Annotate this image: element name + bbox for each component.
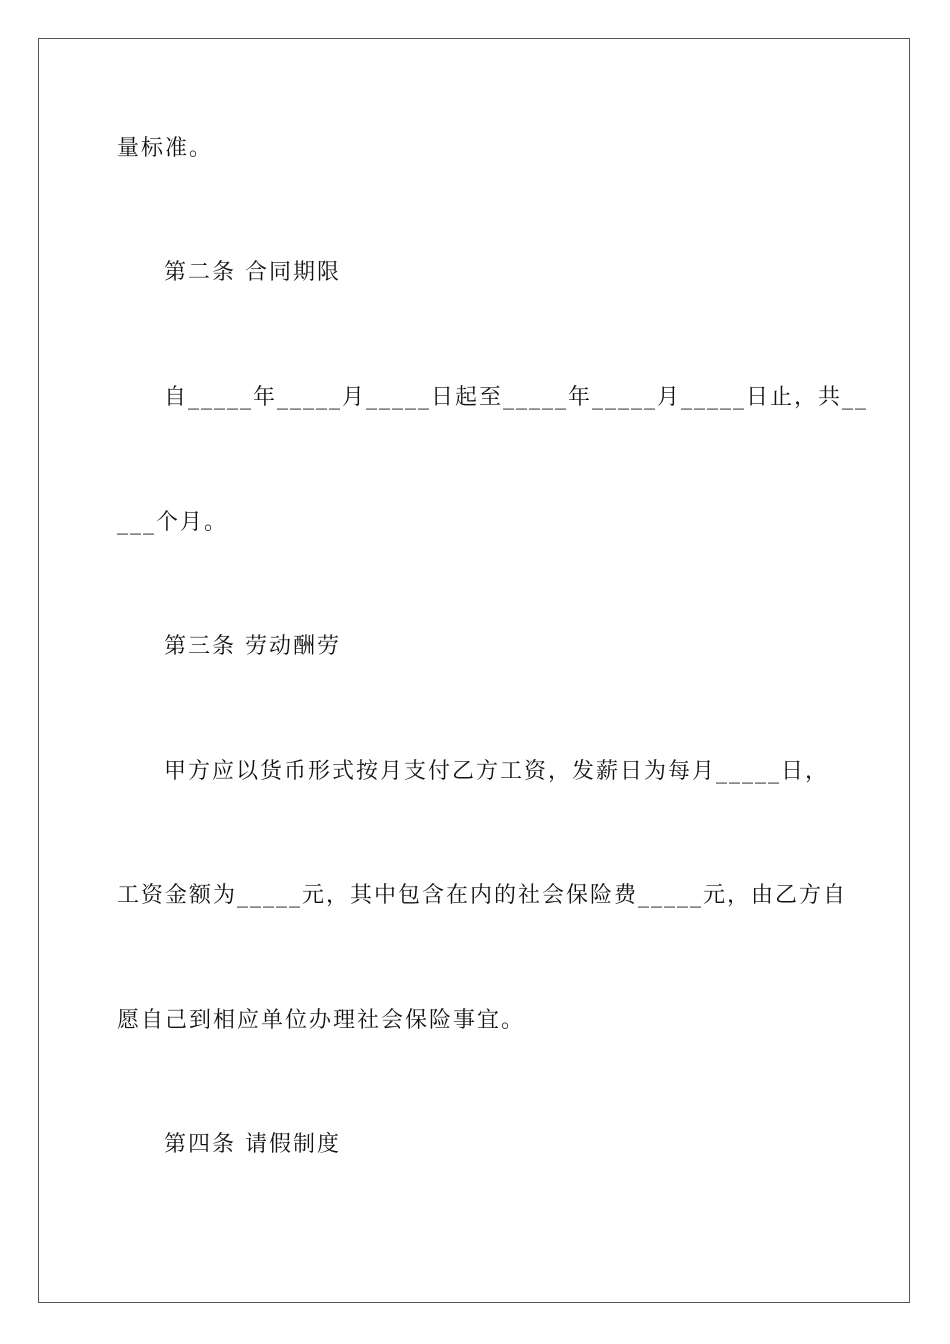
contract-term-line-1: 自_____年_____月_____日起至_____年_____月_____日止，共__ [164,385,869,410]
paragraph-line-1: 量标准。 [117,136,214,161]
page-border [38,38,910,1303]
wage-paragraph-line-1: 甲方应以货币形式按月支付乙方工资，发薪日为每月_____日， [164,759,830,784]
section-heading-3: 第三条 劳动酬劳 [164,634,341,659]
wage-paragraph-line-2: 工资金额为_____元，其中包含在内的社会保险费_____元，由乙方自 [117,883,848,908]
section-heading-4: 第四条 请假制度 [164,1132,341,1157]
contract-term-line-2: ___个月。 [117,510,229,535]
section-heading-2: 第二条 合同期限 [164,260,341,285]
wage-paragraph-line-3: 愿自己到相应单位办理社会保险事宜。 [117,1008,526,1033]
